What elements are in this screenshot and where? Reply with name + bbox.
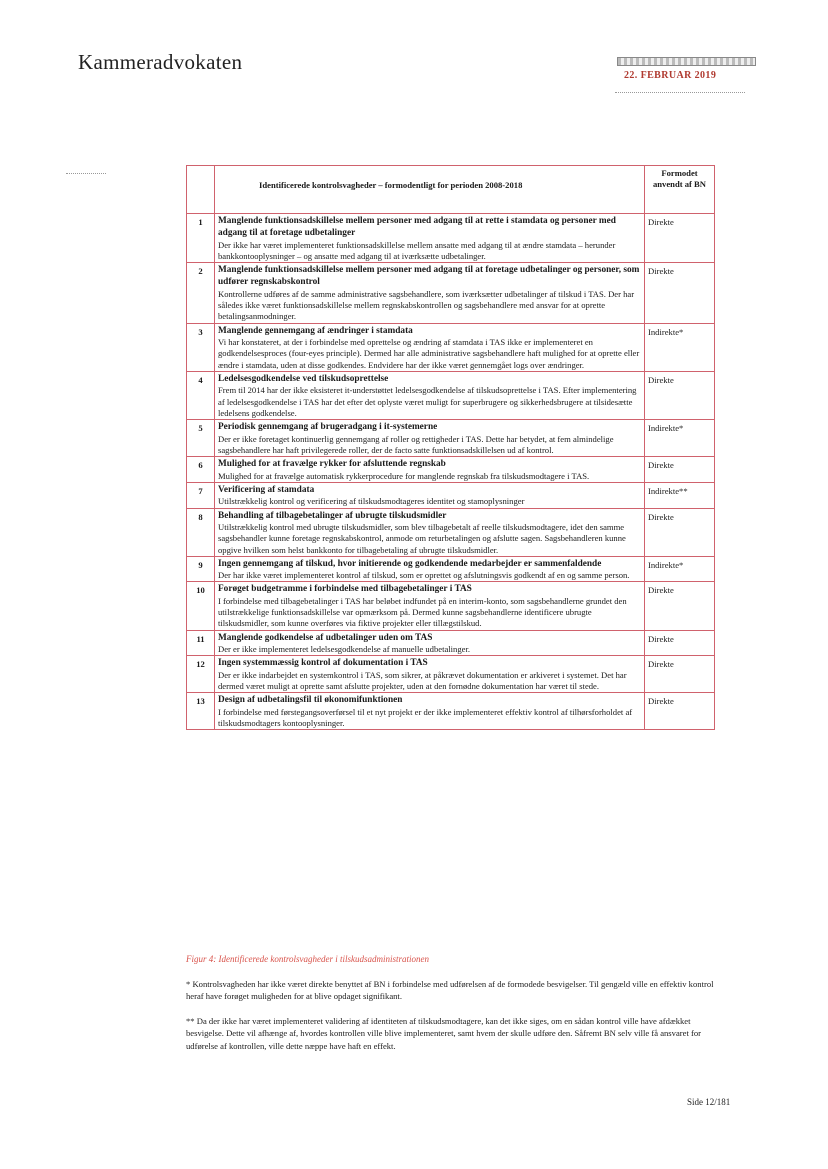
- document-date: 22. FEBRUAR 2019: [624, 70, 717, 81]
- row-method: Direkte: [645, 656, 715, 693]
- row-body: Der er ikke indarbejdet en systemkontrol i TAS, som sikrer, at påkrævet dokumentation er arkiveret i systemet. Det har dermed været muligt at oprette samt afslutte projekter, uden at den fornødne dokumentation har været til stede.: [218, 669, 627, 691]
- row-body: Utilstrækkelig kontrol og verificering af tilskudsmodtageres identitet og stamoplysninger: [218, 496, 525, 507]
- row-method: Direkte: [645, 214, 715, 263]
- table-row: [187, 508, 715, 556]
- row-body: Der er ikke implementeret ledelsesgodkendelse af manuelle udbetalinger.: [218, 644, 470, 655]
- table-row: [187, 263, 715, 324]
- stamp-bar: [617, 57, 756, 66]
- row-description: [215, 482, 645, 508]
- row-title: Manglende funktionsadskillelse mellem personer med adgang til at rette i stamdata og personer med adgang til at foretage udbetalinger: [218, 216, 616, 239]
- row-body: Der har ikke været implementeret kontrol af tilskud, som er oprettet og afslutningsvis godkendt af en og samme person.: [218, 570, 630, 581]
- row-description: [215, 323, 645, 371]
- row-description: [215, 582, 645, 630]
- table-row: [187, 630, 715, 656]
- row-title: Manglende gennemgang af ændringer i stamdata: [218, 325, 413, 336]
- company-logo: Kammeradvokaten: [78, 50, 243, 74]
- row-description: [215, 372, 645, 420]
- row-title: Verificering af stamdata: [218, 484, 315, 495]
- row-description: [215, 556, 645, 582]
- row-description: [215, 214, 645, 263]
- table-header-row: [187, 166, 715, 214]
- row-method: Indirekte*: [645, 420, 715, 457]
- table-row: [187, 693, 715, 730]
- row-title: Forøget budgetramme i forbindelse med tilbagebetalinger i TAS: [218, 584, 472, 595]
- row-number: 4: [187, 372, 215, 420]
- row-number: 10: [187, 582, 215, 630]
- row-number: 12: [187, 656, 215, 693]
- footnote-double-asterisk: ** Da der ikke har været implementeret validering af identiteten af tilskudsmodtagere, kan det ikke siges, om en sådan kontrol ville have afdækket besvigelse. Dette vil afhænge af, hvordes kontrollen ville blive implementeret, samt hvem der skulle udføre den. Såfremt BN selv ville få ansvaret for udførelse af kontrollen, ville dette næppe have haft en effekt.: [186, 1016, 701, 1051]
- table-title: Identificerede kontrolsvagheder – formodentligt for perioden 2008-2018: [215, 166, 645, 214]
- row-number: 11: [187, 630, 215, 656]
- row-title: Manglende funktionsadskillelse mellem personer med adgang til at foretage udbetalinger og personer, som udfører regnskabskontrol: [218, 265, 640, 288]
- table-row: [187, 656, 715, 693]
- row-description: [215, 656, 645, 693]
- row-number: 5: [187, 420, 215, 457]
- row-body: Frem til 2014 har der ikke eksisteret it-understøttet ledelsesgodkendelse af tilskudsoprettelse i TAS. Efter implementering af ledelsesgodkendelse i TAS har det efter det oplyste været muligt for superbrugere og sikkerhedsbrugere at tilsidesætte ledelsens godkendelse.: [218, 385, 637, 419]
- row-method: Direkte: [645, 508, 715, 556]
- row-title: Mulighed for at fravælge rykker for afsluttende regnskab: [218, 459, 446, 470]
- row-method: Direkte: [645, 693, 715, 730]
- row-method: Indirekte*: [645, 323, 715, 371]
- method-column-header: Formodet anvendt af BN: [645, 166, 715, 214]
- table-row: [187, 372, 715, 420]
- row-title: Ingen gennemgang af tilskud, hvor initierende og godkendende medarbejder er sammenfaldende: [218, 558, 602, 569]
- figure-caption: Figur 4: Identificerede kontrolsvagheder i tilskudsadministrationen: [186, 954, 430, 964]
- row-body: Utilstrækkelig kontrol med ubrugte tilskudsmidler, som blev tilbagebetalt af reelle tilskudsmodtagere, idet den samme sagsbehandler kunne foretage regnskabskontrol, anmode om returbetalingen og afslutte sagen. Sagsbehandleren kunne opgive hvilken som helst bankkonto for tilbagebetaling af ubrugte tilskudsmidler.: [218, 521, 626, 555]
- row-method: Indirekte**: [645, 482, 715, 508]
- row-method: Direkte: [645, 582, 715, 630]
- row-body: I forbindelse med førstegangsoverførsel til et nyt projekt er der ikke implementeret effektiv kontrol af tilhørsforholdet af tilskudsmodtagers kontooplysninger.: [218, 706, 633, 728]
- row-number: 1: [187, 214, 215, 263]
- dotted-rule: [615, 92, 745, 93]
- table-row: [187, 323, 715, 371]
- footnote-single-asterisk: * Kontrolsvagheden har ikke været direkte benyttet af BN i forbindelse med udførelsen af de formodede besvigelser. Til gengæld ville en effektiv kontrol heraf have forøget muligheden for at blive opdaget signifikant.: [186, 979, 714, 1002]
- table-row: [187, 482, 715, 508]
- row-title: Ledelsesgodkendelse ved tilskudsoprettelse: [218, 374, 389, 385]
- page-number: Side 12/181: [687, 1097, 731, 1107]
- dotted-rule-left: [66, 173, 106, 174]
- row-title: Design af udbetalingsfil til økonomifunktionen: [218, 695, 403, 706]
- row-body: Der er ikke foretaget kontinuerlig gennemgang af roller og rettigheder i TAS. Dette har betydet, at fem almindelige sagsbehandlere har haft privilegerede roller, der de facto satte funktionsadskillelsen ud af kontrol.: [218, 433, 614, 455]
- row-description: [215, 457, 645, 483]
- row-number: 9: [187, 556, 215, 582]
- row-title: Behandling af tilbagebetalinger af ubrugte tilskudsmidler: [218, 510, 447, 521]
- control-weakness-table: [186, 165, 715, 730]
- row-number: 7: [187, 482, 215, 508]
- row-title: Periodisk gennemgang af brugeradgang i it-systemerne: [218, 422, 438, 433]
- row-description: [215, 693, 645, 730]
- row-body: I forbindelse med tilbagebetalinger i TAS har beløbet indfundet på en interim-konto, som sagsbehandlerne grundet den utilstrækkelige funktionsadskillelse var opmærksom på. Dermed kunne sagsbehandlerne identificere ubrugte tilskudsmidler, som kunne overføres via fiktive projekter eller tillægstilskud.: [218, 595, 627, 629]
- row-body: Mulighed for at fravælge automatisk rykkerprocedure for manglende regnskab fra tilskudsmodtagere i TAS.: [218, 470, 590, 481]
- header-num-cell: [187, 166, 215, 214]
- row-number: 13: [187, 693, 215, 730]
- table-row: [187, 457, 715, 483]
- table-row: [187, 582, 715, 630]
- row-body: Kontrollerne udføres af de samme administrative sagsbehandlere, som iværksætter udbetalinger af tilskud i TAS. Der har således ikke været funktionsadskillelse mellem regnskabskontrollen og sagsbehandlere med ansvar for at oprette betalingsanmodninger.: [218, 288, 635, 322]
- table-row: [187, 556, 715, 582]
- row-title: Ingen systemmæssig kontrol af dokumentation i TAS: [218, 658, 428, 669]
- row-method: Direkte: [645, 630, 715, 656]
- row-description: [215, 420, 645, 457]
- row-description: [215, 263, 645, 324]
- row-body: Der ikke har været implementeret funktionsadskillelse mellem ansatte med adgang til at ændre stamdata – herunder bankkontooplysninger – og ansatte med adgang til at iværksætte udbetalinger.: [218, 239, 616, 261]
- row-method: Indirekte*: [645, 556, 715, 582]
- row-method: Direkte: [645, 263, 715, 324]
- row-method: Direkte: [645, 457, 715, 483]
- row-description: [215, 630, 645, 656]
- row-body: Vi har konstateret, at der i forbindelse med oprettelse og ændring af stamdata i TAS ikke er implementeret en godkendelsesproces (four-eyes principle). Dermed har alle administrative sagsbehandlere haft mulighed for at oprette eller ændre i stamdata, uden at disse godkendes. Endvidere har der ikke været gennemgået logs over ændringer.: [218, 337, 640, 370]
- row-description: [215, 508, 645, 556]
- row-title: Manglende godkendelse af udbetalinger uden om TAS: [218, 632, 433, 643]
- row-number: 6: [187, 457, 215, 483]
- row-number: 3: [187, 323, 215, 371]
- row-number: 2: [187, 263, 215, 324]
- row-number: 8: [187, 508, 215, 556]
- table-row: [187, 420, 715, 457]
- row-method: Direkte: [645, 372, 715, 420]
- table-row: [187, 214, 715, 263]
